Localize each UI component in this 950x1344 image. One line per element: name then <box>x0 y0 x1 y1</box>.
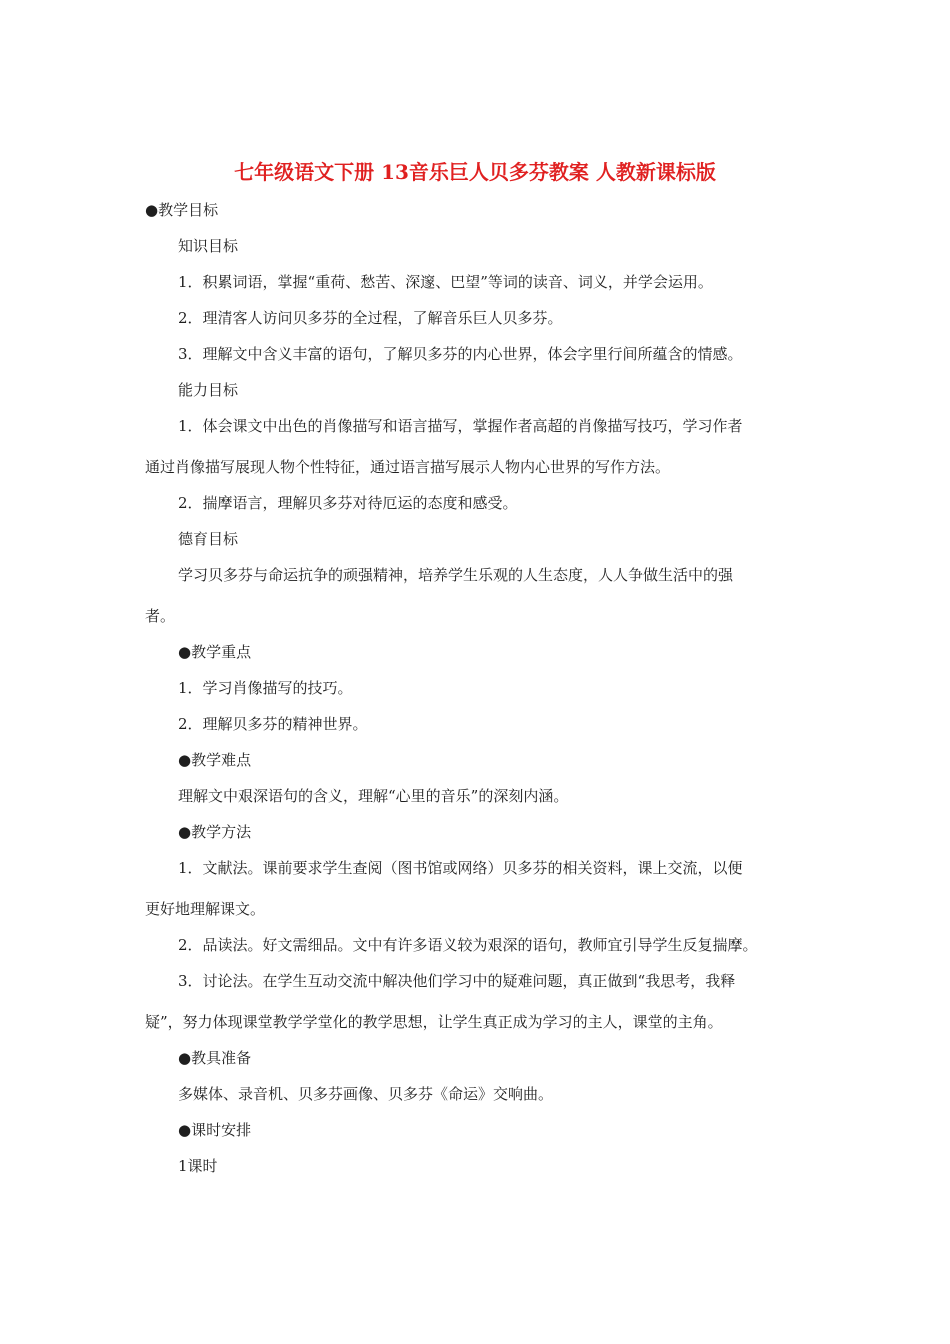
section-heading-teaching-aids: ●教具准备 <box>178 1049 252 1067</box>
paragraph-line: 理解文中艰深语句的含义，理解“心里的音乐”的深刻内涵。 <box>178 787 569 805</box>
section-heading-key-points: ●教学重点 <box>178 643 252 661</box>
paragraph-line: 1课时 <box>178 1157 218 1175</box>
document-title: 七年级语文下册 13音乐巨人贝多芬教案 人教新课标版 <box>234 160 716 184</box>
paragraph-line: 更好地理解课文。 <box>145 900 266 918</box>
paragraph-line: 2．品读法。好文需细品。文中有许多语义较为艰深的语句，教师宜引导学生反复揣摩。 <box>178 936 758 954</box>
paragraph-line: 1．积累词语，掌握“重荷、愁苦、深邃、巴望”等词的读音、词义，并学会运用。 <box>178 273 713 291</box>
paragraph-line: 2．理清客人访问贝多芬的全过程，了解音乐巨人贝多芬。 <box>178 309 563 327</box>
paragraph-line: 1．学习肖像描写的技巧。 <box>178 679 353 697</box>
subheading-knowledge-goals: 知识目标 <box>178 237 239 255</box>
section-heading-difficulties: ●教学难点 <box>178 751 252 769</box>
paragraph-line: 多媒体、录音机、贝多芬画像、贝多芬《命运》交响曲。 <box>178 1085 554 1103</box>
paragraph-line: 1．体会课文中出色的肖像描写和语言描写，掌握作者高超的肖像描写技巧，学习作者 <box>178 417 743 435</box>
section-heading-teaching-goals: ●教学目标 <box>145 201 219 219</box>
paragraph-line: 3．讨论法。在学生互动交流中解决他们学习中的疑难问题，真正做到“我思考，我释 <box>178 972 736 990</box>
paragraph-line: 通过肖像描写展现人物个性特征，通过语言描写展示人物内心世界的写作方法。 <box>145 458 671 476</box>
paragraph-line: 2．理解贝多芬的精神世界。 <box>178 715 368 733</box>
paragraph-line: 3．理解文中含义丰富的语句，了解贝多芬的内心世界，体会字里行间所蕴含的情感。 <box>178 345 743 363</box>
paragraph-line: 疑”，努力体现课堂教学学堂化的教学思想，让学生真正成为学习的主人，课堂的主角。 <box>145 1013 723 1031</box>
subheading-moral-goals: 德育目标 <box>178 530 239 548</box>
subheading-ability-goals: 能力目标 <box>178 381 239 399</box>
paragraph-line: 者。 <box>145 607 176 625</box>
section-heading-methods: ●教学方法 <box>178 823 252 841</box>
paragraph-line: 2．揣摩语言，理解贝多芬对待厄运的态度和感受。 <box>178 494 518 512</box>
section-heading-schedule: ●课时安排 <box>178 1121 252 1139</box>
paragraph-line: 学习贝多芬与命运抗争的顽强精神，培养学生乐观的人生态度，人人争做生活中的强 <box>178 566 734 584</box>
paragraph-line: 1．文献法。课前要求学生查阅（图书馆或网络）贝多芬的相关资料，课上交流，以便 <box>178 859 743 877</box>
